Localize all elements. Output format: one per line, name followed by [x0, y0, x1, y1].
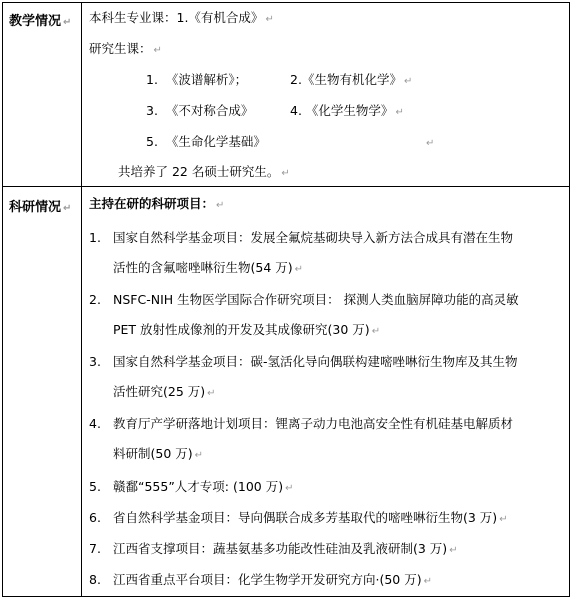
project-number: 3.: [89, 354, 101, 369]
project-line: 活性的含氟嘧唑啉衍生物(54 万) ↵: [113, 260, 304, 275]
project-line: 省自然科学基金项目：导向偶联合成多芳基取代的嘧唑啉衍生物(3 万) ↵: [113, 510, 508, 525]
grad-course-row-3: 5. 《生命化学基础》: [146, 134, 266, 149]
research-label: 科研情况 ↵: [9, 200, 72, 215]
table-right-border: [569, 2, 570, 597]
project-line: NSFC-NIH 生物医学国际合作研究项目： 探测人类血脑屏障功能的高灵敏: [113, 292, 519, 307]
grad-course-row-2: 3. 《不对称合成》: [146, 103, 254, 118]
project-number: 8.: [89, 572, 101, 587]
column-divider: [81, 2, 82, 597]
project-line: 活性研究(25 万) ↵: [113, 384, 216, 399]
table-left-border: [2, 2, 3, 597]
project-number: 4.: [89, 416, 101, 431]
students-summary: 共培养了 22 名硕士研究生。 ↵: [118, 164, 290, 179]
grad-course-title: 研究生课： ↵: [89, 41, 162, 56]
project-line: 江西省重点平台项目：化学生物学开发研究方向·(50 万) ↵: [113, 572, 432, 587]
teaching-label: 教学情况 ↵: [9, 14, 72, 29]
project-line: 国家自然科学基金项目：发展全氟烷基砌块导入新方法合成具有潜在生物: [113, 230, 514, 245]
project-line: 教育厅产学研落地计划项目：锂离子动力电池高安全性有机硅基电解质材: [113, 416, 514, 431]
research-title: 主持在研的科研项目： ↵: [89, 196, 225, 211]
project-line: PET 放射性成像剂的开发及其成像研究(30 万) ↵: [113, 322, 381, 337]
project-line: 江西省支撑项目：蔬基氨基多功能改性硅油及乳液研制(3 万) ↵: [113, 541, 458, 556]
grad-course-row-1: 1. 《波谱解析》；: [146, 72, 248, 87]
project-number: 6.: [89, 510, 101, 525]
project-number: 1.: [89, 230, 101, 245]
row-divider: [2, 186, 570, 187]
table-bottom-border: [2, 596, 570, 597]
project-line: 赣鄱“555”人才专项: (100 万) ↵: [113, 479, 294, 494]
project-line: 料研制(50 万) ↵: [113, 446, 204, 461]
paragraph-mark: ↵: [426, 138, 435, 149]
project-number: 2.: [89, 292, 101, 307]
table-top-border: [2, 2, 570, 3]
project-number: 7.: [89, 541, 101, 556]
project-line: 国家自然科学基金项目：碳-氢活化导向偶联构建嘧唑啉衍生物库及其生物: [113, 354, 518, 369]
undergrad-course: 本科生专业课：1.《有机合成》 ↵: [89, 10, 274, 25]
grad-course-row-2b: 4. 《化学生物学》 ↵: [290, 103, 404, 118]
grad-course-row-1b: 2.《生物有机化学》 ↵: [290, 72, 413, 87]
project-number: 5.: [89, 479, 101, 494]
